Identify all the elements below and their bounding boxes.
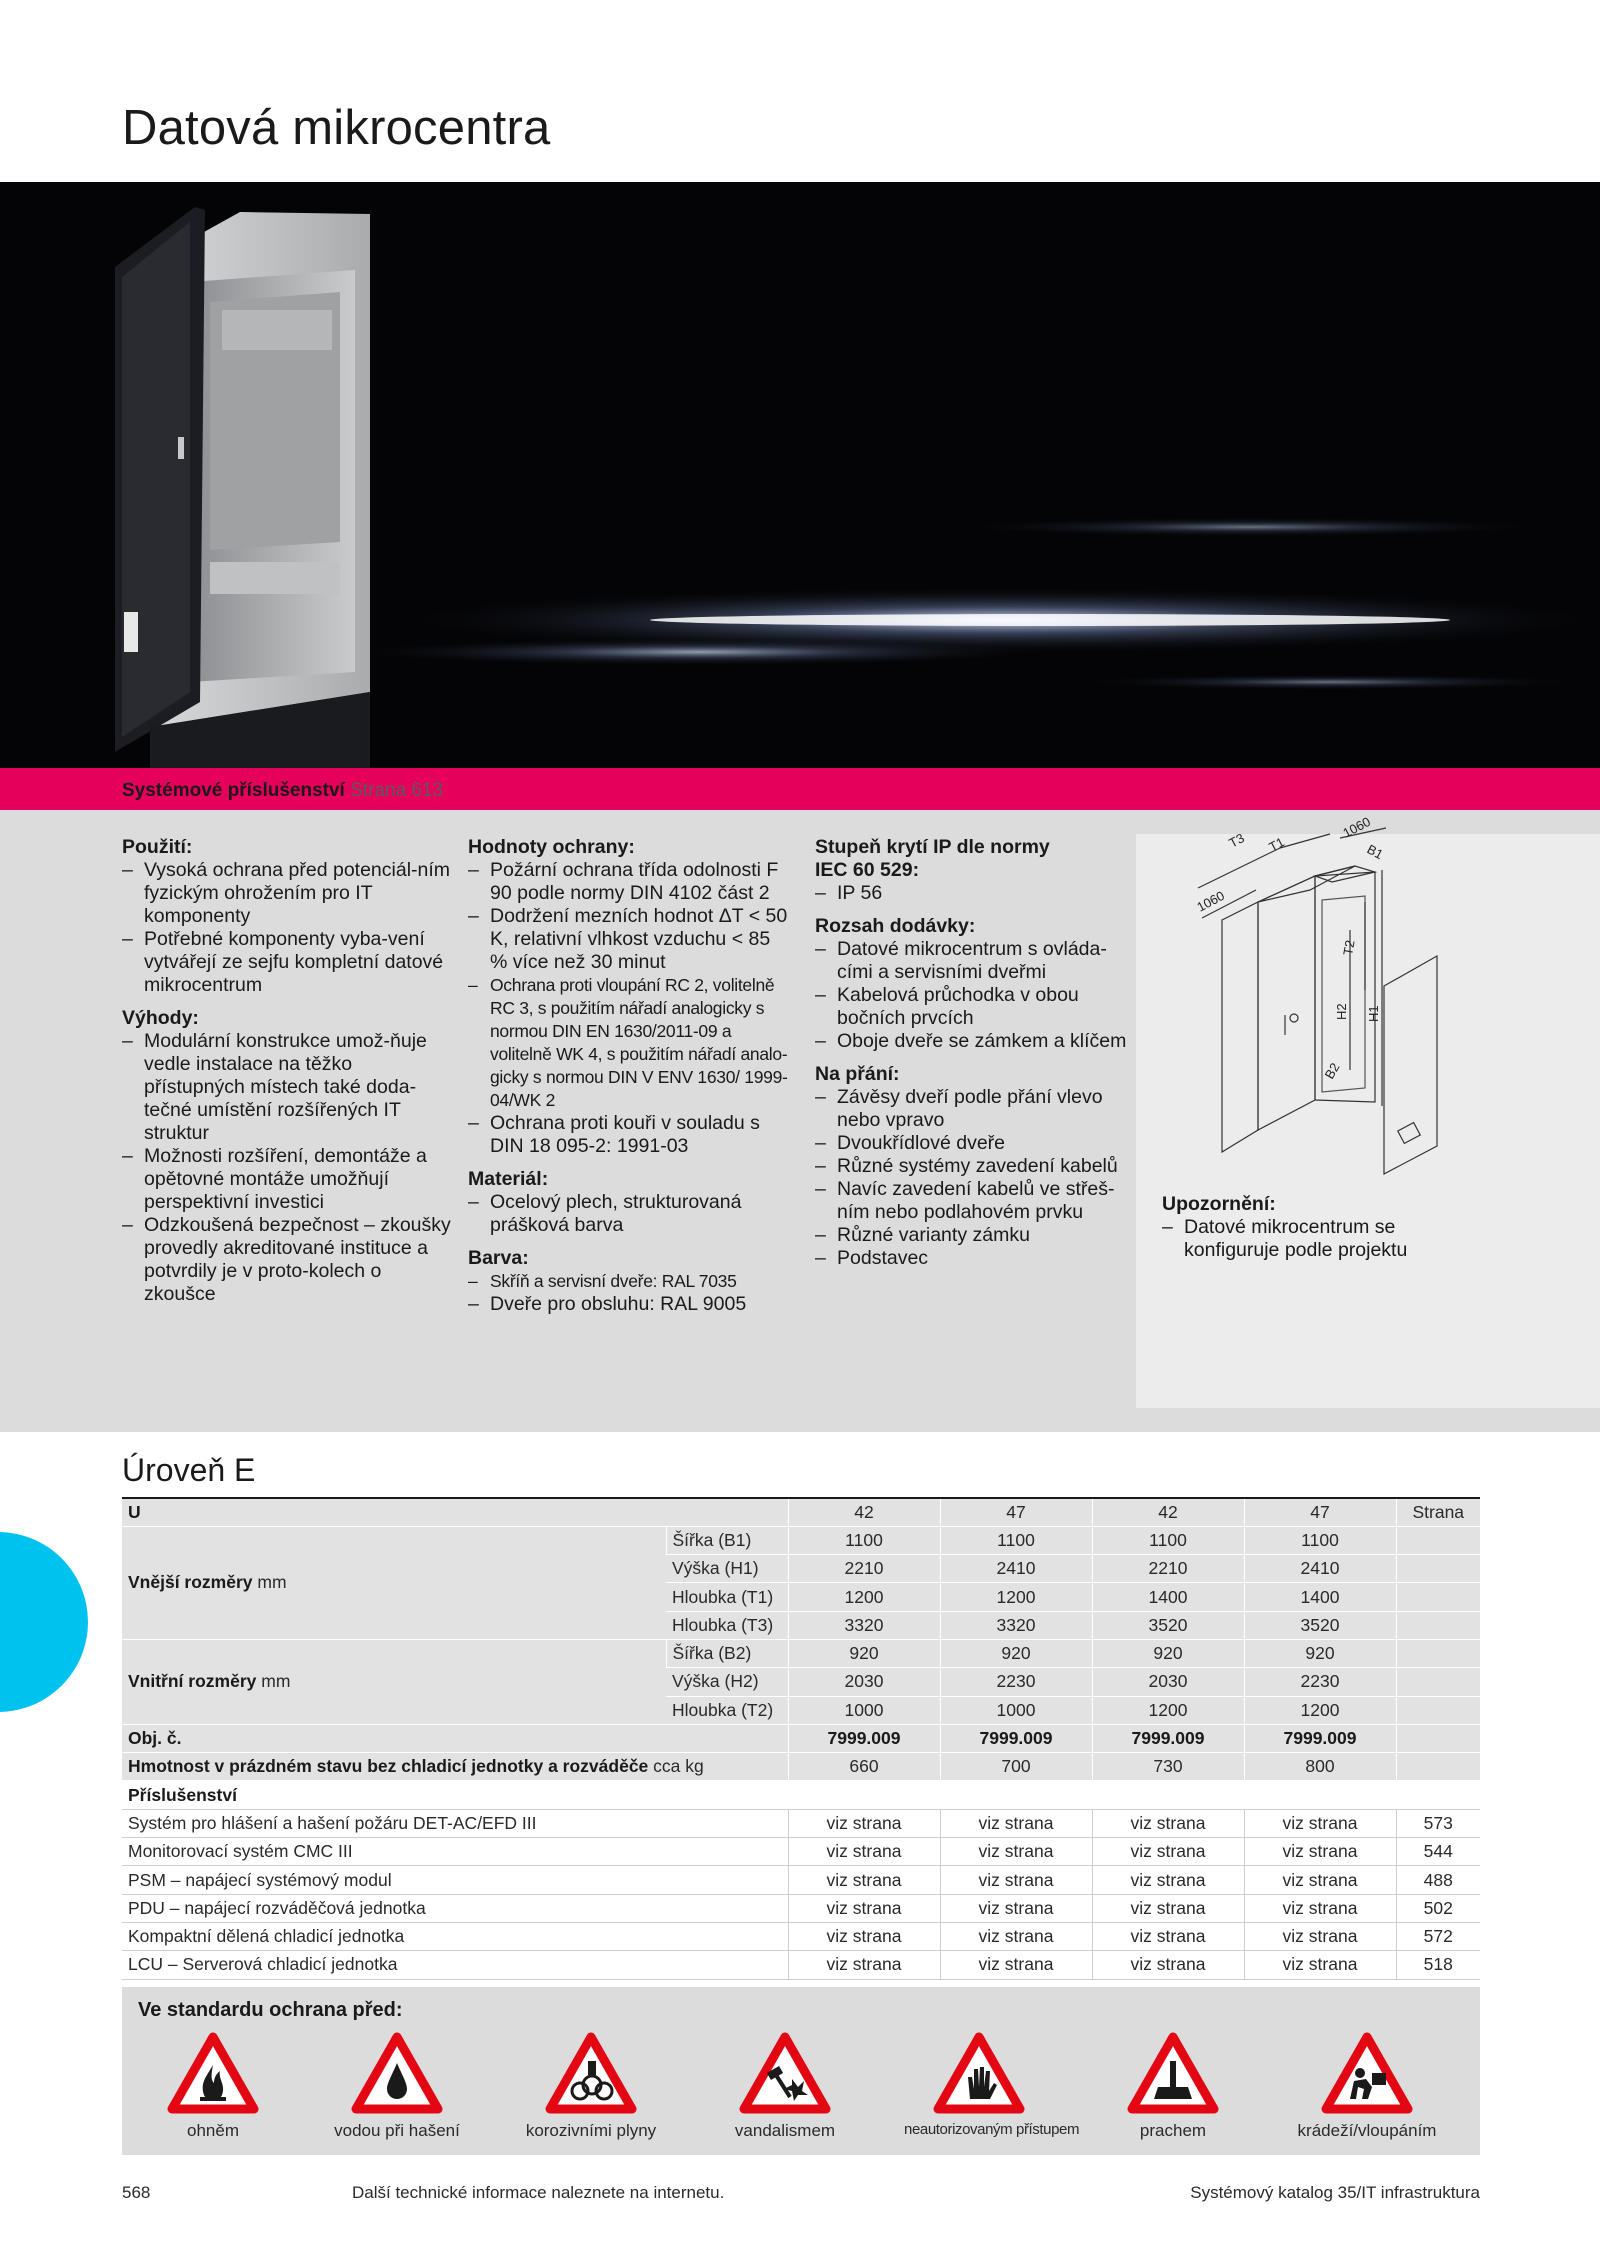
list-item: – Požární ochrana třída odolnosti F 90 podle normy DIN 4102 část 2 — [468, 859, 788, 905]
see-page-link[interactable]: viz strana — [1244, 1809, 1396, 1837]
accessory-page-link[interactable]: Strana 613 — [350, 780, 444, 801]
table-row — [122, 1781, 1480, 1809]
table-cell: 700 — [940, 1753, 1092, 1781]
table-cell: 3520 — [1092, 1611, 1244, 1639]
table-cell: Výška (H1) — [666, 1555, 788, 1583]
table-cell: 47 — [1244, 1498, 1396, 1526]
accessory-name: PSM – napájecí systémový modul — [122, 1866, 788, 1894]
see-page-link[interactable]: viz strana — [940, 1951, 1092, 1979]
protection-item-corrosive — [516, 2033, 666, 2141]
outer-unit: mm — [257, 1572, 287, 1593]
table-cell — [1396, 1668, 1480, 1696]
outer-label: Vnější rozměry — [128, 1572, 253, 1593]
table-cell: 2230 — [1244, 1668, 1396, 1696]
color-heading: Barva: — [468, 1247, 529, 1269]
accessory-page[interactable]: 518 — [1396, 1951, 1480, 1979]
see-page-link[interactable]: viz strana — [1092, 1951, 1244, 1979]
page-number: 568 — [122, 2183, 151, 2202]
list-item: – Ocelový plech, strukturovaná prášková barva — [468, 1191, 788, 1237]
table-cell: 1400 — [1244, 1583, 1396, 1611]
table-cell: 1100 — [788, 1526, 940, 1554]
list-item: – Skříň a servisní dveře: RAL 7035 — [468, 1270, 788, 1293]
table-cell: 3520 — [1244, 1611, 1396, 1639]
table-cell: 1200 — [788, 1583, 940, 1611]
table-cell — [1396, 1753, 1480, 1781]
protection-item-fire — [138, 2033, 288, 2141]
table-cell: 3320 — [788, 1611, 940, 1639]
accessory-name: Kompaktní dělená chladicí jednotka — [122, 1922, 788, 1950]
list-item: – Dvoukřídlové dveře — [815, 1132, 1135, 1155]
corrosive-gas-icon — [546, 2033, 636, 2115]
list-item: – Modulární konstrukce umož-ňuje vedle instalace na těžko přístupných místech také doda-tečné umístění rozšířených IT struktur — [122, 1030, 452, 1145]
order-number: 7999.009 — [1244, 1724, 1396, 1752]
table-cell: 3320 — [940, 1611, 1092, 1639]
material-heading: Materiál: — [468, 1168, 549, 1190]
table-cell: Hloubka (T3) — [666, 1611, 788, 1639]
level-title: Úroveň E — [122, 1452, 256, 1488]
protection-item-theft — [1292, 2033, 1442, 2141]
table-row — [122, 1639, 1480, 1667]
protection-label: korozivními plyny — [525, 2121, 657, 2140]
table-cell: 2210 — [1092, 1555, 1244, 1583]
note-heading: Upozornění: — [1162, 1193, 1276, 1215]
see-page-link[interactable]: viz strana — [788, 1922, 940, 1950]
table-cell: 47 — [940, 1498, 1092, 1526]
table-cell: 1200 — [940, 1583, 1092, 1611]
accessory-page[interactable]: 502 — [1396, 1894, 1480, 1922]
ip-heading — [815, 836, 1135, 882]
dim-1060-top: 1060 — [1340, 813, 1373, 841]
spec-col-note — [1162, 1193, 1462, 1262]
advantages-heading: Výhody: — [122, 1007, 199, 1029]
table-cell: 2030 — [788, 1668, 940, 1696]
table-cell: Šířka (B1) — [666, 1526, 788, 1554]
table-row — [122, 1951, 1480, 1979]
weight-label: Hmotnost v prázdném stavu bez chladicí jednotky a rozváděče — [128, 1756, 649, 1777]
fire-icon — [168, 2033, 258, 2115]
accessory-bar — [0, 768, 1600, 810]
list-item: – IP 56 — [815, 882, 1135, 905]
accessory-page[interactable]: 573 — [1396, 1809, 1480, 1837]
see-page-link[interactable]: viz strana — [940, 1838, 1092, 1866]
dimension-drawing — [1160, 813, 1460, 1170]
order-number: 7999.009 — [788, 1724, 940, 1752]
table-cell: 920 — [1244, 1639, 1396, 1667]
protection-label: prachem — [1139, 2121, 1207, 2140]
see-page-link[interactable]: viz strana — [1092, 1838, 1244, 1866]
dim-t1: T1 — [1266, 834, 1287, 855]
table-cell: 920 — [1092, 1639, 1244, 1667]
see-page-link[interactable]: viz strana — [1244, 1951, 1396, 1979]
protection-label: vandalismem — [734, 2121, 836, 2140]
see-page-link[interactable]: viz strana — [940, 1894, 1092, 1922]
u-label: U — [122, 1498, 788, 1526]
see-page-link[interactable]: viz strana — [1244, 1922, 1396, 1950]
table-cell: 1100 — [1092, 1526, 1244, 1554]
table-cell: 800 — [1244, 1753, 1396, 1781]
table-row — [122, 1498, 1480, 1526]
table-cell: 2230 — [940, 1668, 1092, 1696]
accessory-name: Systém pro hlášení a hašení požáru DET-AC/EFD III — [122, 1809, 788, 1837]
list-item: – Podstavec — [815, 1247, 1135, 1270]
page-title: Datová mikrocentra — [122, 101, 551, 155]
table-row — [122, 1809, 1480, 1837]
accessory-page[interactable]: 572 — [1396, 1922, 1480, 1950]
see-page-link[interactable]: viz strana — [788, 1894, 940, 1922]
protection-values-heading: Hodnoty ochrany: — [468, 836, 635, 858]
table-cell — [1396, 1696, 1480, 1724]
table-cell: 920 — [788, 1639, 940, 1667]
see-page-link[interactable]: viz strana — [1244, 1838, 1396, 1866]
list-item: – Ochrana proti kouři v souladu s DIN 18 095-2: 1991-03 — [468, 1112, 788, 1158]
table-cell: Šířka (B2) — [666, 1639, 788, 1667]
see-page-link[interactable]: viz strana — [940, 1866, 1092, 1894]
table-cell — [1396, 1583, 1480, 1611]
options-heading: Na přání: — [815, 1063, 900, 1085]
protection-label: ohněm — [187, 2121, 239, 2140]
weight-label-cell — [122, 1753, 788, 1781]
accessory-name: PDU – napájecí rozváděčová jednotka — [122, 1894, 788, 1922]
table-cell: 2410 — [1244, 1555, 1396, 1583]
table-cell: 2210 — [788, 1555, 940, 1583]
table-row — [122, 1526, 1480, 1554]
table-cell: 1100 — [940, 1526, 1092, 1554]
order-number-label: Obj. č. — [122, 1724, 788, 1752]
table-row — [122, 1922, 1480, 1950]
spec-col-delivery — [815, 836, 1135, 1270]
protection-label: vodou při hašení — [334, 2121, 460, 2140]
inner-dims-label — [122, 1639, 666, 1724]
inner-label: Vnitřní rozměry — [128, 1671, 257, 1692]
use-heading: Použití: — [122, 836, 193, 858]
see-page-link[interactable]: viz strana — [788, 1809, 940, 1837]
see-page-link[interactable]: viz strana — [1092, 1866, 1244, 1894]
ip-heading-line1: Stupeň krytí IP dle normy — [815, 836, 1050, 858]
table-row — [122, 1866, 1480, 1894]
no-access-hand-icon — [934, 2033, 1024, 2115]
dim-b2: B2 — [1321, 1060, 1343, 1082]
list-item: – Datové mikrocentrum s ovláda-cími a servisními dveřmi — [815, 938, 1135, 984]
order-number: 7999.009 — [1092, 1724, 1244, 1752]
accessory-label: Systémové příslušenství — [122, 780, 345, 801]
accessory-name: LCU – Serverová chladicí jednotka — [122, 1951, 788, 1979]
table-cell: 1100 — [1244, 1526, 1396, 1554]
section-marker-dot — [0, 1532, 88, 1712]
table-row — [122, 1838, 1480, 1866]
dim-t3: T3 — [1226, 830, 1247, 851]
table-cell — [1396, 1526, 1480, 1554]
list-item: – Různé varianty zámku — [815, 1224, 1135, 1247]
list-item: – Datové mikrocentrum se konfiguruje podle projektu — [1162, 1216, 1462, 1262]
spec-col-protection — [468, 836, 788, 1316]
see-page-link[interactable]: viz strana — [788, 1951, 940, 1979]
table-row — [122, 1894, 1480, 1922]
protection-item-vandalism — [710, 2033, 860, 2141]
protection-item-dust — [1098, 2033, 1248, 2141]
see-page-link[interactable]: viz strana — [788, 1838, 940, 1866]
list-item: – Potřebné komponenty vyba-vení vytvářejí ze sejfu kompletní datové mikrocentrum — [122, 928, 452, 997]
table-cell: 2030 — [1092, 1668, 1244, 1696]
list-item: – Vysoká ochrana před potenciál-ním fyzickým ohrožením pro IT komponenty — [122, 859, 452, 928]
footer-catalog: Systémový katalog 35/IT infrastruktura — [1190, 2183, 1480, 2202]
list-item: – Oboje dveře se zámkem a klíčem — [815, 1030, 1135, 1053]
see-page-link[interactable]: viz strana — [788, 1866, 940, 1894]
dust-icon — [1128, 2033, 1218, 2115]
see-page-link[interactable]: viz strana — [1092, 1894, 1244, 1922]
protection-title: Ve standardu ochrana před: — [138, 1999, 403, 2021]
list-item: – Navíc zavedení kabelů ve střeš-ním nebo podlahovém prvku — [815, 1178, 1135, 1224]
ip-heading-line2: IEC 60 529: — [815, 859, 920, 881]
scope-heading: Rozsah dodávky: — [815, 915, 976, 937]
table-cell: 1000 — [940, 1696, 1092, 1724]
list-item: – Závěsy dveří podle přání vlevo nebo vpravo — [815, 1086, 1135, 1132]
protection-label: neautorizovaným přístupem — [904, 2121, 1080, 2138]
list-item: – Odzkoušená bezpečnost – zkoušky provedly akreditované instituce a potvrdily je v proto-kolech o zkoušce — [122, 1214, 452, 1306]
accessories-header: Příslušenství — [122, 1781, 1480, 1809]
protection-label: krádeží/vloupáním — [1297, 2121, 1437, 2140]
dim-1060-left: 1060 — [1194, 887, 1227, 915]
see-page-link[interactable]: viz strana — [940, 1922, 1092, 1950]
outer-dims-label — [122, 1526, 666, 1639]
dim-t2: T2 — [1340, 938, 1358, 957]
weight-unit: cca kg — [653, 1756, 704, 1777]
table-cell: 730 — [1092, 1753, 1244, 1781]
list-item: – Ochrana proti vloupání RC 2, volitelně RC 3, s použitím nářadí analogicky s normou DIN EN 1630/2011-09 a volitelně WK 4, s použitím nářadí analo-gicky s normou DIN V ENV 1630/ 1999-04/WK 2 — [468, 974, 788, 1112]
vandalism-icon — [740, 2033, 830, 2115]
protection-item-water — [322, 2033, 472, 2141]
dim-h1: H1 — [1366, 1005, 1381, 1022]
protection-item-access — [904, 2033, 1080, 2138]
list-item: – Různé systémy zavedení kabelů — [815, 1155, 1135, 1178]
table-cell — [1396, 1724, 1480, 1752]
accessory-page[interactable]: 544 — [1396, 1838, 1480, 1866]
water-drop-icon — [352, 2033, 442, 2115]
table-row — [122, 1724, 1480, 1752]
table-cell: 2410 — [940, 1555, 1092, 1583]
dim-b1: B1 — [1364, 841, 1386, 863]
see-page-link[interactable]: viz strana — [1092, 1922, 1244, 1950]
table-cell — [1396, 1639, 1480, 1667]
see-page-link[interactable]: viz strana — [1244, 1894, 1396, 1922]
spec-table — [122, 1497, 1480, 1980]
list-item: – Dveře pro obsluhu: RAL 9005 — [468, 1293, 788, 1316]
list-item: – Možnosti rozšíření, demontáže a opětovné montáže umožňují perspektivní investici — [122, 1145, 452, 1214]
table-cell — [1396, 1555, 1480, 1583]
table-cell: 1200 — [1092, 1696, 1244, 1724]
hero-product-image — [0, 182, 1600, 768]
see-page-link[interactable]: viz strana — [1092, 1809, 1244, 1837]
dim-h2: H2 — [1334, 1003, 1349, 1020]
table-cell: 1200 — [1244, 1696, 1396, 1724]
footer-info: Další technické informace naleznete na internetu. — [352, 2183, 725, 2202]
spec-col-use — [122, 836, 452, 1306]
table-cell: Výška (H2) — [666, 1668, 788, 1696]
accessory-name: Monitorovací systém CMC III — [122, 1838, 788, 1866]
order-number: 7999.009 — [940, 1724, 1092, 1752]
list-item: – Dodržení mezních hodnot ΔT < 50 K, relativní vlhkost vzduchu < 85 % více než 30 minut — [468, 905, 788, 974]
table-row — [122, 1753, 1480, 1781]
table-cell: 1400 — [1092, 1583, 1244, 1611]
table-cell: 920 — [940, 1639, 1092, 1667]
protection-panel — [122, 1987, 1480, 2155]
table-cell: 1000 — [788, 1696, 940, 1724]
table-cell: Hloubka (T1) — [666, 1583, 788, 1611]
table-cell: 42 — [788, 1498, 940, 1526]
page-column-header: Strana — [1396, 1498, 1480, 1526]
inner-unit: mm — [261, 1671, 291, 1692]
see-page-link[interactable]: viz strana — [1244, 1866, 1396, 1894]
accessory-page[interactable]: 488 — [1396, 1866, 1480, 1894]
table-cell: Hloubka (T2) — [666, 1696, 788, 1724]
table-cell — [1396, 1611, 1480, 1639]
list-item: – Kabelová průchodka v obou bočních prvcích — [815, 984, 1135, 1030]
table-cell: 42 — [1092, 1498, 1244, 1526]
table-cell: 660 — [788, 1753, 940, 1781]
theft-icon — [1322, 2033, 1412, 2115]
cabinet-illustration — [0, 182, 1600, 768]
see-page-link[interactable]: viz strana — [940, 1809, 1092, 1837]
